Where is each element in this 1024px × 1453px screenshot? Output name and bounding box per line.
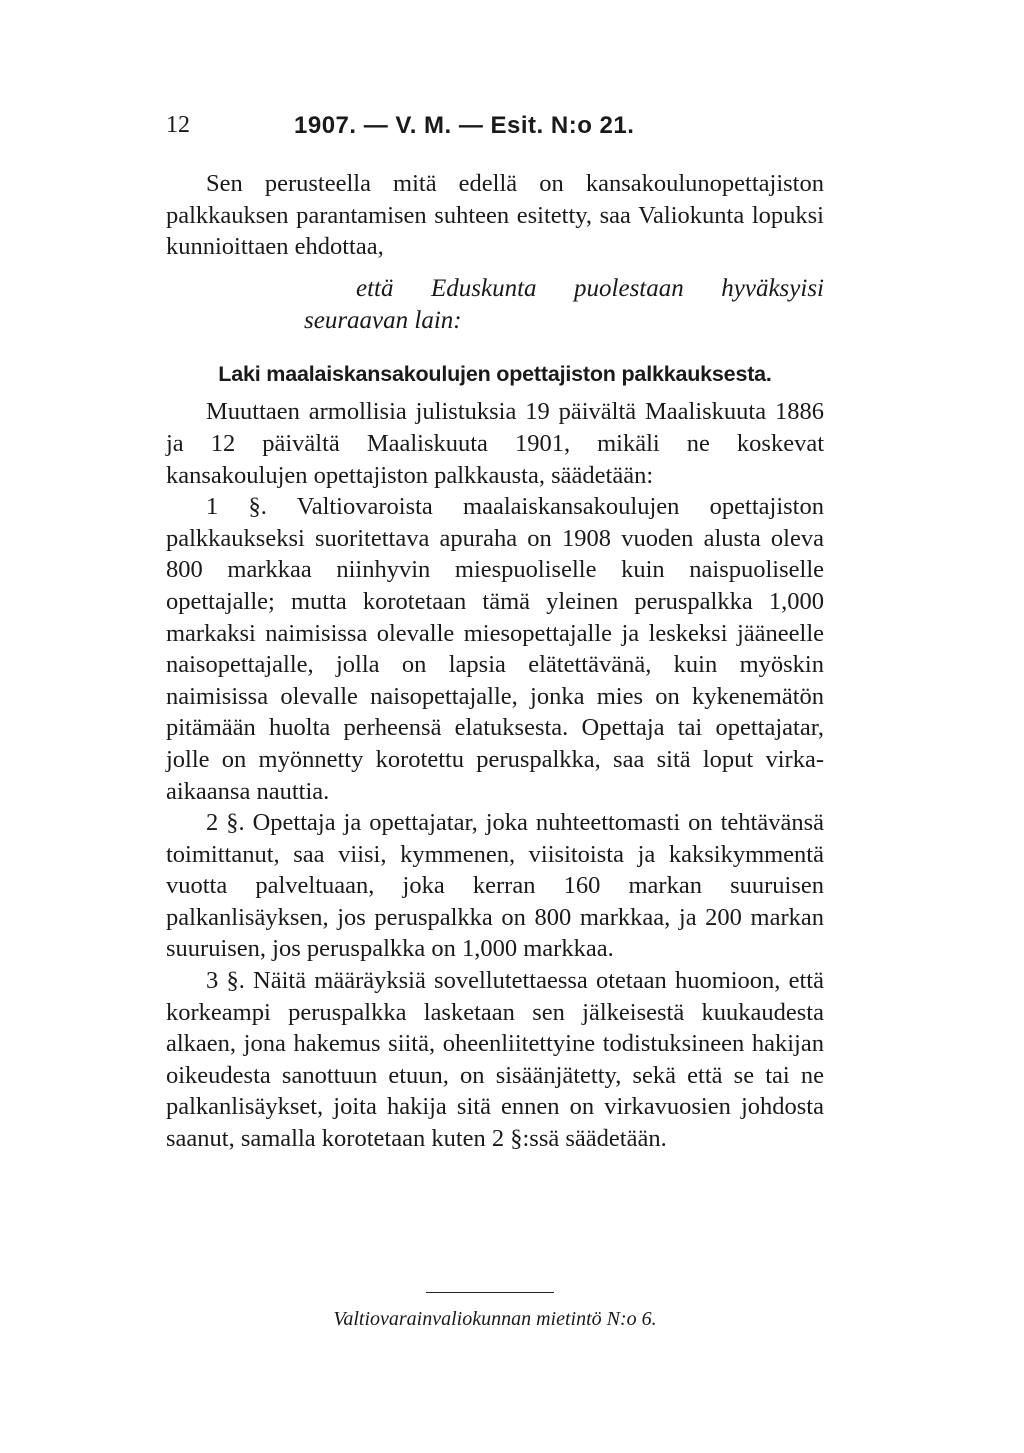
section-3-number: 3 §.: [206, 967, 245, 995]
section-1-number: 1 §.: [206, 493, 267, 521]
motion-line-1: että Eduskunta puolestaan hyväksyisi: [356, 274, 824, 302]
motion-line-2: seuraavan lain:: [304, 306, 462, 334]
section-2: [166, 807, 824, 965]
law-title: Laki maalaiskansakoulujen opettajiston palkkauksesta.: [218, 361, 772, 386]
section-1-text: Valtiovaroista maalaiskansakoulujen opettajiston palkkaukseksi suoritettava apuraha on 1908 vuoden alusta oleva 800 markkaa niinhyvin miespuoliselle kuin naispuoliselle opettajalle; mutta korotetaan tämä yleinen peruspalkka 1,000 markaksi naimisissa olevalle miesopettajalle ja leskeksi jääneelle naisopettajalle, jolla on lapsia elätettävänä, kuin myöskin naimisissa olevalle naisopettajalle, jonka mies on kykenemätön pitämään huolta perheensä elatuksesta. Opettaja tai opettajatar, jolle on myönnetty korotettu peruspalkka, saa sitä loput virka-aikaansa nauttia.: [166, 493, 824, 805]
intro-paragraph: Sen perusteella mitä edellä on kansakoulunopettajiston palkkauksen parantamisen suhteen esitetty, saa Valiokunta lopuksi kunnioittaen ehdottaa,: [166, 170, 824, 261]
section-3: [166, 965, 824, 1155]
footnote-divider: [426, 1292, 554, 1293]
section-1: [166, 491, 824, 807]
page-number: 12: [166, 112, 190, 138]
motion-text: [166, 273, 824, 337]
document-body: [166, 168, 824, 1155]
section-2-text: Opettaja ja opettajatar, joka nuhteettomasti on tehtävänsä toimittanut, saa viisi, kymmenen, viisitoista ja kaksikymmentä vuotta palveltuaan, joka kerran 160 markan suuruisen palkanlisäyksen, jos peruspalkka on 800 markkaa, ja 200 markan suuruisen, jos peruspalkka on 1,000 markkaa.: [166, 809, 824, 963]
section-3-text: Näitä määräyksiä sovellutettaessa otetaan huomioon, että korkeampi peruspalkka lasketaan sen jälkeisestä kuukaudesta alkaen, jona hakemus siitä, oheenliitettyine todistuksineen hakijan oikeudesta sanottuun etuun, on sisäänjätetty, sekä että se tai ne palkanlisäykset, joita hakija sitä ennen on virkavuosien johdosta saanut, samalla korotetaan kuten 2 §:ssä säädetään.: [166, 967, 824, 1153]
footnote: Valtiovarainvaliokunnan mietintö N:o 6.: [333, 1308, 657, 1330]
page-header: [166, 112, 856, 146]
preamble-paragraph: Muuttaen armollisia julistuksia 19 päivältä Maaliskuuta 1886 ja 12 päivältä Maaliskuuta 1901, mikäli ne koskevat kansakoulujen opettajiston palkkausta, säädetään:: [166, 398, 824, 489]
running-title: 1907. — V. M. — Esit. N:o 21.: [294, 112, 635, 139]
section-2-number: 2 §.: [206, 809, 245, 837]
